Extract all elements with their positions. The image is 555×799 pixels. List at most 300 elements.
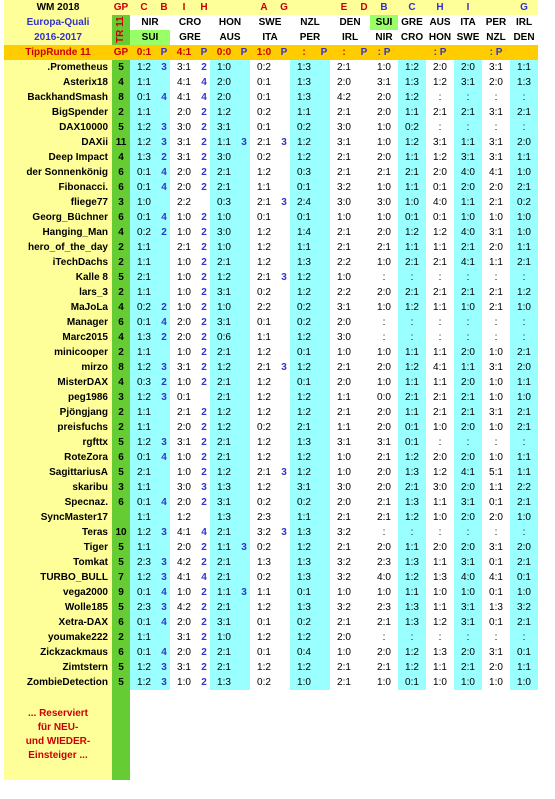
tip-points [278,585,290,600]
tip-score: 1:2 [290,465,318,480]
tip-score: 4:1 [170,570,198,585]
group-letter-left [210,0,238,15]
future-tip: 3:1 [482,60,510,75]
table-row[interactable] [4,150,538,165]
table-row[interactable] [4,360,538,375]
tip-score: 1:2 [210,465,238,480]
future-tip: : [454,120,482,135]
tip-points [278,375,290,390]
future-tip: 2:1 [426,285,454,300]
tip-points: 4 [158,585,170,600]
tip-score: 1:0 [170,465,198,480]
player-name: preisfuchs [4,420,112,435]
tip-score: 3:0 [170,480,198,495]
tip-points: 2 [198,165,210,180]
table-row[interactable] [4,540,538,555]
future-tip: 1:1 [510,240,538,255]
tip-score: 1:2 [290,405,318,420]
tip-score: 0:3 [130,375,158,390]
future-tip: 1:2 [426,225,454,240]
future-tip: 2:1 [370,495,398,510]
future-tip: 4:0 [370,570,398,585]
tip-points [358,105,370,120]
team-label-right: DEN [510,30,538,45]
tip-points [278,60,290,75]
future-tip: 4:1 [482,165,510,180]
tip-score: 1:0 [170,270,198,285]
table-row[interactable] [4,315,538,330]
group-letter-left: E [330,0,358,15]
tip-score: 2:1 [210,600,238,615]
table-row[interactable] [4,645,538,660]
tip-points: 3 [238,585,250,600]
tip-score: 2:2 [170,195,198,210]
future-tip: 1:0 [510,390,538,405]
tip-score: 0:3 [290,165,318,180]
tip-points [158,405,170,420]
future-tip: 1:1 [426,660,454,675]
tip-score: 2:0 [330,375,358,390]
table-row[interactable] [4,405,538,420]
future-tip: : [454,270,482,285]
tip-points: 4 [198,90,210,105]
table-row[interactable] [4,60,538,75]
tip-points [358,210,370,225]
tip-points [238,675,250,690]
future-tip: 1:0 [370,345,398,360]
table-row[interactable] [4,390,538,405]
table-row[interactable] [4,180,538,195]
future-tip: 1:3 [398,495,426,510]
tip-score: 1:0 [330,270,358,285]
future-tip: 1:0 [510,585,538,600]
tip-score: 1:0 [210,630,238,645]
tip-score: 0:1 [290,180,318,195]
table-row[interactable] [4,255,538,270]
tip-score: 2:1 [210,525,238,540]
tip-score: 0:1 [250,315,278,330]
tip-points [278,420,290,435]
player-name: mirzo [4,360,112,375]
table-row[interactable] [4,495,538,510]
tip-points: 3 [158,660,170,675]
group-letter-left: D [358,0,370,15]
player-name: Hanging_Man [4,225,112,240]
tip-score: 1:0 [170,300,198,315]
tip-score: 1:2 [250,660,278,675]
table-row[interactable] [4,675,538,690]
tip-points [318,180,330,195]
player-name: iTechDachs [4,255,112,270]
tip-score: 0:2 [290,615,318,630]
table-row[interactable] [4,285,538,300]
tip-score: 0:1 [130,180,158,195]
tip-score: 1:0 [170,225,198,240]
footer-empty [130,690,538,780]
future-tip: : [510,315,538,330]
tip-points [238,120,250,135]
future-tip: 2:0 [370,540,398,555]
future-tip: 3:1 [482,645,510,660]
tip-points [278,150,290,165]
tip-points [358,615,370,630]
round-row [4,45,538,60]
tip-points: 3 [158,120,170,135]
tip-score: 1:2 [290,660,318,675]
future-tip: 1:1 [426,240,454,255]
future-tip: 3:1 [482,540,510,555]
future-tip: 1:1 [454,195,482,210]
future-tip: 3:1 [454,75,482,90]
future-tip: 3:0 [426,480,454,495]
tip-score: 1:2 [210,270,238,285]
tip-points: 2 [198,180,210,195]
reserved-note-line: ... Reserviert [27,708,89,719]
future-tip: 2:0 [482,240,510,255]
round-result-left: 1:0 [250,45,278,60]
tip-score: 0:1 [290,210,318,225]
tip-points [318,660,330,675]
table-row[interactable] [4,300,538,315]
tip-score: 3:2 [330,180,358,195]
future-tip: : [370,525,398,540]
tip-score: 2:1 [330,510,358,525]
future-tip: : [426,90,454,105]
player-gp: 4 [112,375,130,390]
round-result-right [454,45,482,60]
tip-score: 1:2 [250,405,278,420]
player-name: SagittariusA [4,465,112,480]
future-tip: 1:1 [426,375,454,390]
tip-score: 3:1 [170,660,198,675]
tip-score: 1:1 [330,390,358,405]
future-tip: 1:0 [454,675,482,690]
future-tip: 2:1 [426,405,454,420]
tip-score: 3:1 [210,120,238,135]
tip-score: 0:2 [250,60,278,75]
tip-score: 2:0 [170,540,198,555]
tip-points: 3 [278,270,290,285]
player-gp: 4 [112,300,130,315]
tip-points [238,180,250,195]
tip-points: 4 [198,525,210,540]
tip-points [318,285,330,300]
tip-score: 2:0 [170,615,198,630]
tip-score: 2:1 [290,420,318,435]
tip-points: 2 [198,660,210,675]
future-tip: 1:2 [398,300,426,315]
tip-score: 2:0 [330,315,358,330]
future-tip: 4:0 [426,195,454,210]
future-tip: 3:1 [482,405,510,420]
tip-points [318,630,330,645]
tip-score: 2:1 [330,60,358,75]
table-row[interactable] [4,135,538,150]
future-tip: 1:2 [398,510,426,525]
table-row[interactable] [4,510,538,525]
tip-points: 4 [158,615,170,630]
tip-score: 1:2 [290,270,318,285]
tip-score: 1:2 [250,225,278,240]
player-name: Wolle185 [4,600,112,615]
tip-points [318,435,330,450]
tip-points: 2 [198,420,210,435]
tip-points [358,660,370,675]
tip-score: 3:1 [330,135,358,150]
future-tip: 3:1 [482,360,510,375]
tip-points [278,510,290,525]
tip-score: 1:3 [290,60,318,75]
table-row[interactable] [4,450,538,465]
tip-score: 1:1 [130,75,158,90]
future-tip: 2:1 [370,450,398,465]
tip-points [318,585,330,600]
future-tip: 2:0 [454,180,482,195]
tip-points [318,390,330,405]
table-row[interactable] [4,660,538,675]
tip-points [358,510,370,525]
tip-points [238,420,250,435]
tip-score: 4:2 [330,90,358,105]
future-tip: 2:1 [426,255,454,270]
tip-score: 4:2 [170,555,198,570]
future-tip: 2:0 [454,420,482,435]
player-name: vega2000 [4,585,112,600]
player-gp: 2 [112,630,130,645]
player-name: Asterix18 [4,75,112,90]
tip-points [358,555,370,570]
table-row[interactable] [4,375,538,390]
team-label-left: ITA [250,30,290,45]
tip-points: 2 [198,585,210,600]
player-gp: 5 [112,675,130,690]
tip-score: 1:1 [250,330,278,345]
player-gp: 6 [112,315,130,330]
player-gp: 4 [112,75,130,90]
tip-score: 2:0 [330,630,358,645]
tip-score: 2:1 [330,540,358,555]
future-tip: : [370,330,398,345]
tip-score: 1:0 [130,195,158,210]
tip-points [278,330,290,345]
tip-score: 3:2 [330,525,358,540]
table-row[interactable] [4,435,538,450]
tip-points: 2 [158,300,170,315]
table-row[interactable] [4,480,538,495]
round-gp: GP [113,47,129,58]
table-row[interactable] [4,600,538,615]
tip-score: 1:1 [130,345,158,360]
tip-points [358,480,370,495]
table-row[interactable] [4,120,538,135]
player-gp: 7 [112,570,130,585]
table-row[interactable] [4,225,538,240]
future-tip: : [426,120,454,135]
future-tip: 2:0 [426,540,454,555]
tip-score: 3:0 [330,480,358,495]
table-row[interactable] [4,240,538,255]
player-name: Tiger [4,540,112,555]
future-tip: 2:0 [454,645,482,660]
tip-score: 1:2 [130,660,158,675]
future-tip: 2:1 [370,660,398,675]
team-label-right: HON [426,30,454,45]
player-name: Specnaz. [4,495,112,510]
player-gp: 8 [112,360,130,375]
future-tip: : [426,630,454,645]
tip-points [318,420,330,435]
tip-score: 1:2 [210,105,238,120]
team-label-right: PER [482,15,510,30]
tip-score: 1:2 [250,450,278,465]
round-result-left: P [358,45,370,60]
future-tip: 4:1 [426,360,454,375]
tip-points [278,495,290,510]
tip-points: 4 [158,210,170,225]
future-tip: : [482,270,510,285]
tip-points [158,480,170,495]
tip-score: 1:3 [290,435,318,450]
tip-points: 3 [278,135,290,150]
table-row[interactable] [4,465,538,480]
future-tip: 2:0 [370,150,398,165]
future-tip: 2:1 [426,105,454,120]
future-tip: : [510,525,538,540]
tip-score: 1:3 [290,570,318,585]
future-tip: 2:0 [454,510,482,525]
tip-points [318,270,330,285]
player-gp: 6 [112,645,130,660]
tip-score: 0:6 [210,330,238,345]
tip-score: 2:2 [330,285,358,300]
tip-points [238,105,250,120]
tip-score: 0:1 [250,210,278,225]
player-gp: 6 [112,495,130,510]
player-name: TURBO_BULL [4,570,112,585]
tip-points [158,285,170,300]
future-tip: 2:1 [454,285,482,300]
tip-score: 3:1 [170,435,198,450]
group-letter-left [290,0,318,15]
table-row[interactable] [4,195,538,210]
table-row[interactable] [4,525,538,540]
tip-points: 4 [158,495,170,510]
reserved-note-line: für NEU- [37,722,79,733]
table-row[interactable] [4,615,538,630]
tip-points: 3 [158,600,170,615]
future-tip: 1:1 [398,540,426,555]
group-letter-right [482,0,510,15]
tip-score: 0:2 [290,315,318,330]
tip-points [358,525,370,540]
future-tip: : [426,525,454,540]
future-tip: 1:0 [370,210,398,225]
table-row[interactable] [4,570,538,585]
team-label-left: NIR [130,15,170,30]
team-label-left: IRL [330,30,370,45]
future-tip: 2:1 [370,510,398,525]
future-tip: 1:0 [482,345,510,360]
future-tip: 1:0 [426,585,454,600]
table-row[interactable] [4,555,538,570]
table-row[interactable] [4,105,538,120]
tip-score: 2:1 [330,660,358,675]
tip-points [318,165,330,180]
tip-score: 1:1 [130,510,158,525]
table-row[interactable] [4,345,538,360]
tip-score: 2:0 [330,75,358,90]
tip-points [358,120,370,135]
table-row[interactable] [4,330,538,345]
table-row[interactable] [4,585,538,600]
future-tip: 1:2 [398,360,426,375]
tip-score: 1:2 [130,120,158,135]
future-tip: 0:1 [398,210,426,225]
future-tip: 1:1 [398,375,426,390]
future-tip: : [398,630,426,645]
player-name: skaribu [4,480,112,495]
future-tip: 2:1 [454,105,482,120]
tip-points: 2 [198,345,210,360]
reserved-note-line: und WIEDER- [25,736,91,747]
future-tip: : [510,270,538,285]
tip-score: 1:1 [130,540,158,555]
future-tip: : [426,315,454,330]
round-label: TippRunde 11 [4,45,112,60]
group-letter-left: B [158,0,170,15]
tip-points [238,360,250,375]
table-row[interactable] [4,270,538,285]
tip-points [198,195,210,210]
tip-points [358,225,370,240]
tip-points [278,240,290,255]
tip-score: 2:1 [250,135,278,150]
tip-score: 2:1 [170,240,198,255]
future-tip: 1:0 [426,675,454,690]
table-row[interactable] [4,420,538,435]
tip-points [158,345,170,360]
tip-score: 1:3 [210,480,238,495]
tip-points [358,330,370,345]
tip-points: 2 [198,465,210,480]
reserved-note [4,690,112,780]
table-row[interactable] [4,165,538,180]
tip-score: 1:2 [250,375,278,390]
group-letter-left: C [130,0,158,15]
player-gp: 6 [112,180,130,195]
tip-score: 1:2 [250,255,278,270]
title-cell: WM 2018 [4,0,112,15]
tip-points: 2 [158,330,170,345]
future-tip: 2:0 [482,510,510,525]
tip-score: 1:2 [290,150,318,165]
table-row[interactable] [4,210,538,225]
future-tip: 2:1 [398,390,426,405]
round-result-left: P [198,45,210,60]
future-tip: 0:1 [398,675,426,690]
future-tip: 1:1 [510,375,538,390]
table-row[interactable] [4,90,538,105]
player-name: Xetra-DAX [4,615,112,630]
tip-score: 2:1 [330,105,358,120]
table-row[interactable] [4,630,538,645]
group-letter-left [318,0,330,15]
future-tip: 2:1 [482,285,510,300]
player-gp: 5 [112,465,130,480]
future-tip: 2:1 [510,345,538,360]
tip-points [158,540,170,555]
table-row[interactable] [4,75,538,90]
